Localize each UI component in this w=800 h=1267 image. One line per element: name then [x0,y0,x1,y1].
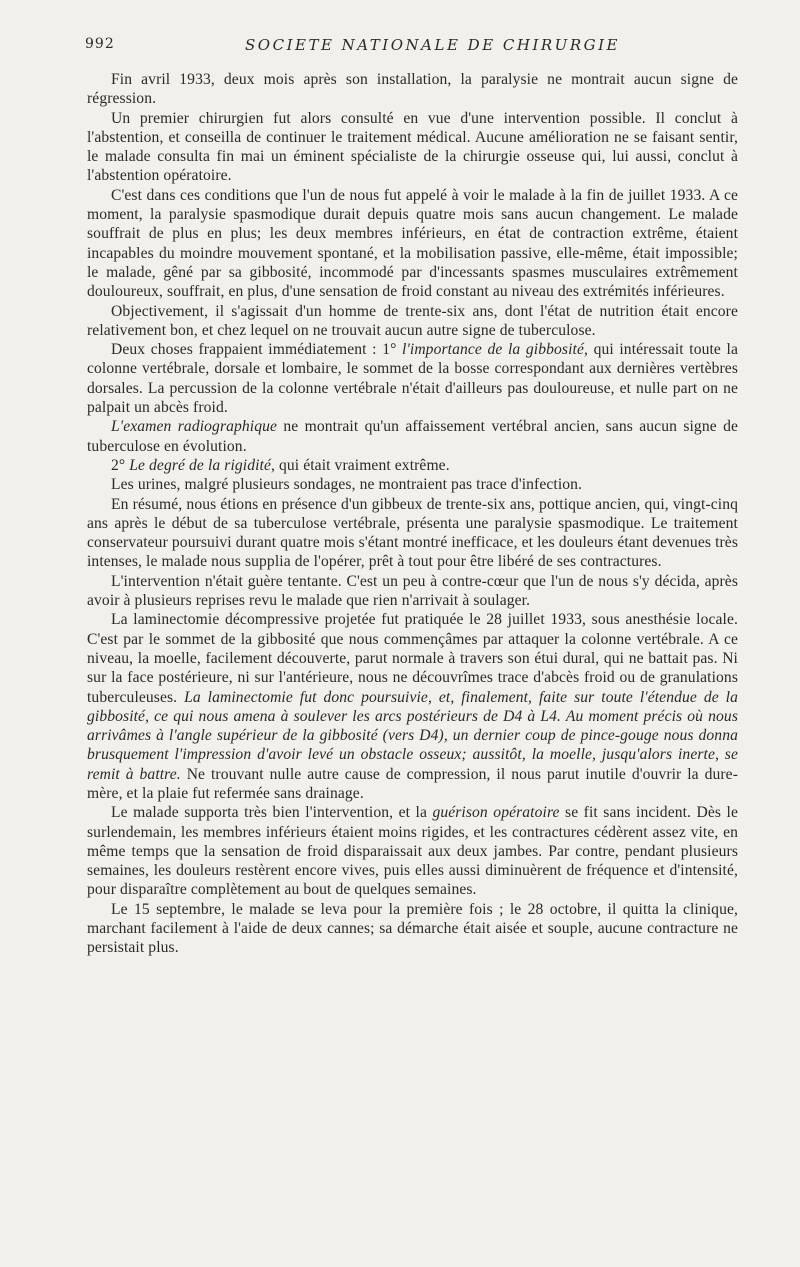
paragraph: Un premier chirurgien fut alors consulté en vue d'une intervention possible. Il conclut à l'abstention, et conseilla de continuer le traitement médical. Aucune amélioration ne se faisant sentir, le malade consulta fin mai un éminent spécialiste de la chirurgie osseuse qui, lui aussi, conclut à l'abstention opératoire. [87,109,738,185]
text-run: Deux choses frappaient immédiatement : 1° [111,341,403,359]
body-text [87,70,738,958]
paragraph [87,340,738,417]
paragraph: Les urines, malgré plusieurs sondages, ne montraient pas trace d'infection. [111,476,583,494]
italic-text: L'examen radiographique [111,418,278,436]
text-run: , qui intéressait toute la colonne vertébrale, dorsale et lombaire, le sommet de la bosse correspondant aux dernières vertèbres dorsales. La percussion de la colonne vertébrale n'était d'ailleurs pas douloureuse, et nulle part on ne palpait un abcès froid. [87,341,738,417]
text-run: , qui était vraiment extrême. [271,456,450,474]
text-run: 2° [111,456,130,474]
italic-text: Le degré de la rigidité [129,456,271,474]
paragraph [87,803,738,899]
paragraph [87,456,738,475]
italic-text: La laminectomie fut donc poursuivie, et, finalement, faite sur toute l'étendue de la gibbosité, ce qui nous amena à soulever les arcs postérieurs de D4 à L4. Au moment précis où nous arrivâmes à l'angle supérieur de la gibbosité (vers D4), un dernier coup de pince-gouge nous donna brusquement l'impression d'avoir levé un obstacle osseux; aussitôt, la moelle, jusqu'alors inerte, se remit à battre. [87,688,738,783]
page-header [87,36,738,64]
paragraph [87,610,738,803]
italic-text: guérison opératoire [432,804,560,822]
paragraph: En résumé, nous étions en présence d'un gibbeux de trente-six ans, pottique ancien, qui, vingt-cinq ans après le début de sa tuberculose vertébrale, présenta une paralysie spasmodique. Le traitement conservateur poursuivi durant quatre mois s'étant montré inefficace, et les douleurs étant devenues très intenses, le malade nous supplia de l'opérer, prêt à tout pour être libéré de ses contractures. [87,495,738,571]
page-number: 992 [85,36,115,52]
text-run: Ne trouvant nulle autre cause de compression, il nous parut inutile d'ouvrir la dure-mère, et la plaie fut refermée sans drainage. [87,765,738,802]
text-run: ne montrait qu'un affaissement vertébral ancien, sans aucun signe de tuberculose en évolution. [87,418,738,455]
text-run: Le malade supporta très bien l'intervention, et la [111,804,433,822]
paragraph: Le 15 septembre, le malade se leva pour la première fois ; le 28 octobre, il quitta la clinique, marchant facilement à l'aide de deux cannes; sa démarche était aisée et souple, aucune contracture ne persistait plus. [87,900,738,957]
text-run: se fit sans incident. Dès le surlendemain, les membres inférieurs étaient moins rigides, et les contractures cédèrent assez vite, en même temps que la sensation de froid disparaissait aux deux jambes. Par contre, pendant plusieurs semaines, les douleurs restèrent encore vives, puis elles aussi diminuèrent de fréquence et d'intensité, pour disparaître complètement au bout de quelques semaines. [87,804,738,899]
running-head: SOCIETE NATIONALE DE CHIRURGIE [245,36,620,54]
text-run: La laminectomie décompressive projetée fut pratiquée le 28 juillet 1933, sous anesthésie locale. C'est par le sommet de la gibbosité que nous commençâmes par attaquer la colonne vertébrale. A ce niveau, la moelle, facilement découverte, parut normale à travers son étui dural, qui ne battait pas. Ni sur la face postérieure, ni sur l'antérieure, nous ne découvrîmes trace d'abcès froid ou de granulations tuberculeuses. [87,611,738,706]
paragraph: Objectivement, il s'agissait d'un homme de trente-six ans, dont l'état de nutrition était encore relativement bon, et chez lequel on ne trouvait aucun autre signe de tuberculose. [87,302,738,339]
paragraph: L'intervention n'était guère tentante. C'est un peu à contre-cœur que l'un de nous s'y décida, après avoir à plusieurs reprises revu le malade que rien n'arrivait à soulager. [87,572,738,610]
paragraph [87,417,738,456]
document-page [87,36,738,958]
paragraph: Fin avril 1933, deux mois après son installation, la paralysie ne montrait aucun signe de régression. [87,71,738,108]
italic-text: l'importance de la gibbosité [402,341,584,359]
paragraph: C'est dans ces conditions que l'un de nous fut appelé à voir le malade à la fin de juillet 1933. A ce moment, la paralysie spasmodique durait depuis quatre mois sans aucun changement. Le malade souffrait de plus en plus; les deux membres inférieurs, en état de contraction extrême, étaient incapables du moindre mouvement spontané, et la mobilisation passive, elle-même, était impossible; le malade, gêné par sa gibbosité, incommodé par d'incessants spasmes musculaires extrêmement douloureux, souffrait, en plus, d'une sensation de froid constant au niveau des extrémités inférieures. [87,186,738,301]
